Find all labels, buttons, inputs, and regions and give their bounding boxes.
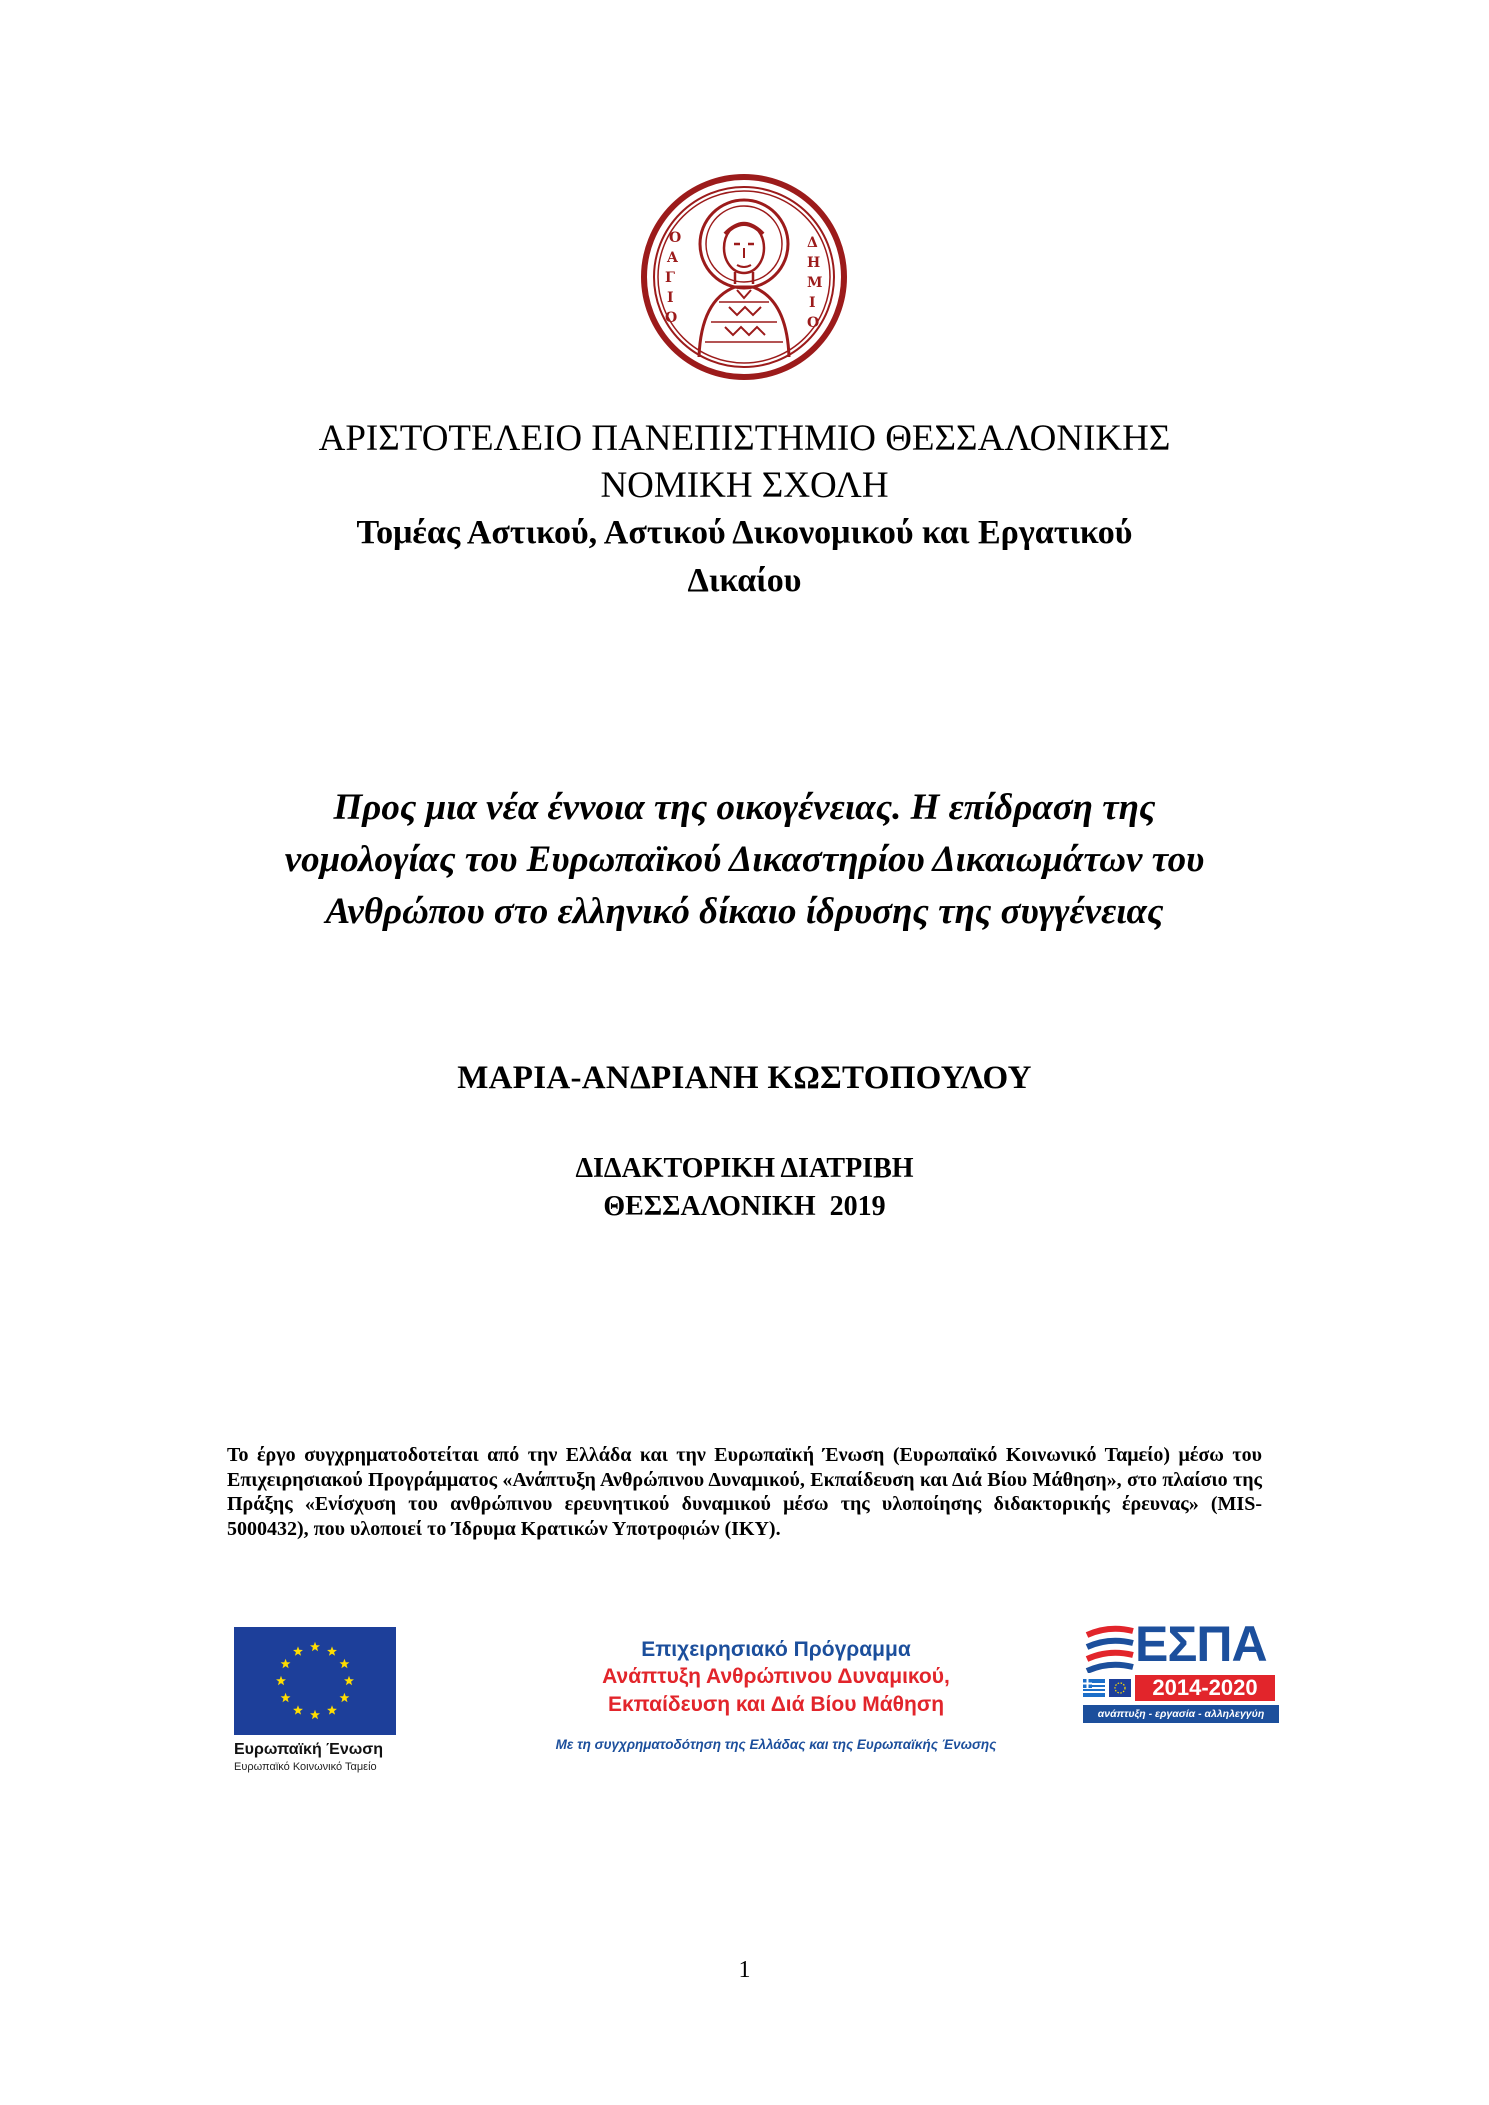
svg-text:Ο: Ο [665, 310, 678, 326]
svg-text:Α: Α [667, 250, 678, 266]
op-name-line1: Ανάπτυξη Ανθρώπινου Δυναμικού, [602, 1665, 950, 1688]
eu-star-icon [293, 1646, 303, 1655]
eu-name: Ευρωπαϊκή Ένωση [234, 1741, 383, 1758]
author-name: ΜΑΡΙΑ-ΑΝΔΡΙΑΝΗ ΚΩΣΤΟΠΟΥΛΟΥ [457, 1060, 1032, 1096]
op-cofunding-note: Με τη συγχρηματοδότηση της Ελλάδας και της Ευρωπαϊκής Ένωσης [555, 1737, 997, 1752]
university-seal-icon [639, 172, 849, 382]
espa-swoosh-icon [1083, 1623, 1137, 1673]
eu-star-icon [340, 1693, 350, 1702]
degree-block [120, 1150, 1369, 1226]
eu-star-icon [276, 1676, 286, 1685]
place-year: ΘΕΣΣΑΛΟΝΙΚΗ 2019 [603, 1191, 886, 1222]
eu-star-icon [310, 1642, 320, 1651]
espa-word: ΕΣΠΑ [1135, 1616, 1267, 1672]
svg-text:Γ: Γ [665, 270, 675, 286]
thesis-title-line2: νομολογίας του Ευρωπαϊκού Δικαστηρίου Δικαιωμάτων του [284, 839, 1205, 880]
eu-star-icon [293, 1705, 303, 1714]
eu-star-icon [340, 1659, 350, 1668]
department-name-line1: Τομέας Αστικού, Αστικού Δικονομικού και Εργατικού [356, 514, 1133, 551]
school-name: ΝΟΜΙΚΗ ΣΧΟΛΗ [600, 465, 889, 506]
svg-text:Δ: Δ [807, 235, 818, 251]
institution-block [120, 415, 1369, 605]
eu-fund-name: Ευρωπαϊκό Κοινωνικό Ταμείο [234, 1761, 377, 1773]
thesis-title-line3: Ανθρώπου στο ελληνικό δίκαιο ίδρυσης της συγγένειας [325, 891, 1164, 932]
funding-statement: Το έργο συγχρηματοδοτείται από την Ελλάδα και την Ευρωπαϊκή Ένωση (Ευρωπαϊκό Κοινωνικό Ταμείο) μέσω του Επιχειρησιακού Προγράμματος «Ανάπτυξη Ανθρώπινου Δυναμικού, Εκπαίδευση και Διά Βίου Μάθηση», στο πλαίσιο της Πράξης «Ενίσχυση του ανθρώπινου ερευνητικού δυναμικού μέσω της υλοποίησης διδακτορικής έρευνας» (MIS-5000432), που υλοποιεί το Ίδρυμα Κρατικών Υποτροφιών (ΙΚΥ). [227, 1444, 1262, 1540]
eu-star-icon [327, 1646, 337, 1655]
espa-logo-icon [1083, 1615, 1279, 1735]
eu-flag-icon [234, 1627, 396, 1735]
eu-star-icon [310, 1710, 320, 1719]
op-name-line2: Εκπαίδευση και Διά Βίου Μάθηση [607, 1693, 945, 1716]
thesis-title [170, 782, 1319, 938]
page-number: 1 [738, 1957, 751, 1983]
greek-eu-flags-icon [1083, 1677, 1133, 1699]
svg-text:Ι: Ι [809, 295, 816, 311]
svg-text:Ι: Ι [667, 290, 674, 306]
eu-star-icon [327, 1705, 337, 1714]
svg-text:Η: Η [807, 255, 821, 271]
eu-star-icon [281, 1659, 291, 1668]
university-name: ΑΡΙΣΤΟΤΕΛΕΙΟ ΠΑΝΕΠΙΣΤΗΜΙΟ ΘΕΣΣΑΛΟΝΙΚΗΣ [318, 418, 1171, 459]
espa-slogan: ανάπτυξη - εργασία - αλληλεγγύη [1083, 1705, 1279, 1723]
eu-star-icon [344, 1676, 354, 1685]
eu-logo [234, 1627, 396, 1787]
eu-star-icon [281, 1693, 291, 1702]
op-title: Επιχειρησιακό Πρόγραμμα [641, 1638, 911, 1661]
espa-years: 2014-2020 [1135, 1675, 1275, 1701]
svg-text:Ο: Ο [807, 315, 820, 331]
operational-programme-logo [516, 1636, 1036, 1752]
department-name-line2: Δικαίου [687, 562, 802, 599]
degree-type: ΔΙΔΑΚΤΟΡΙΚΗ ΔΙΑΤΡΙΒΗ [575, 1153, 914, 1184]
svg-text:Μ: Μ [807, 275, 823, 291]
svg-text:Ο: Ο [669, 230, 682, 246]
thesis-title-line1: Προς μια νέα έννοια της οικογένειας. Η επίδραση της [333, 787, 1156, 828]
